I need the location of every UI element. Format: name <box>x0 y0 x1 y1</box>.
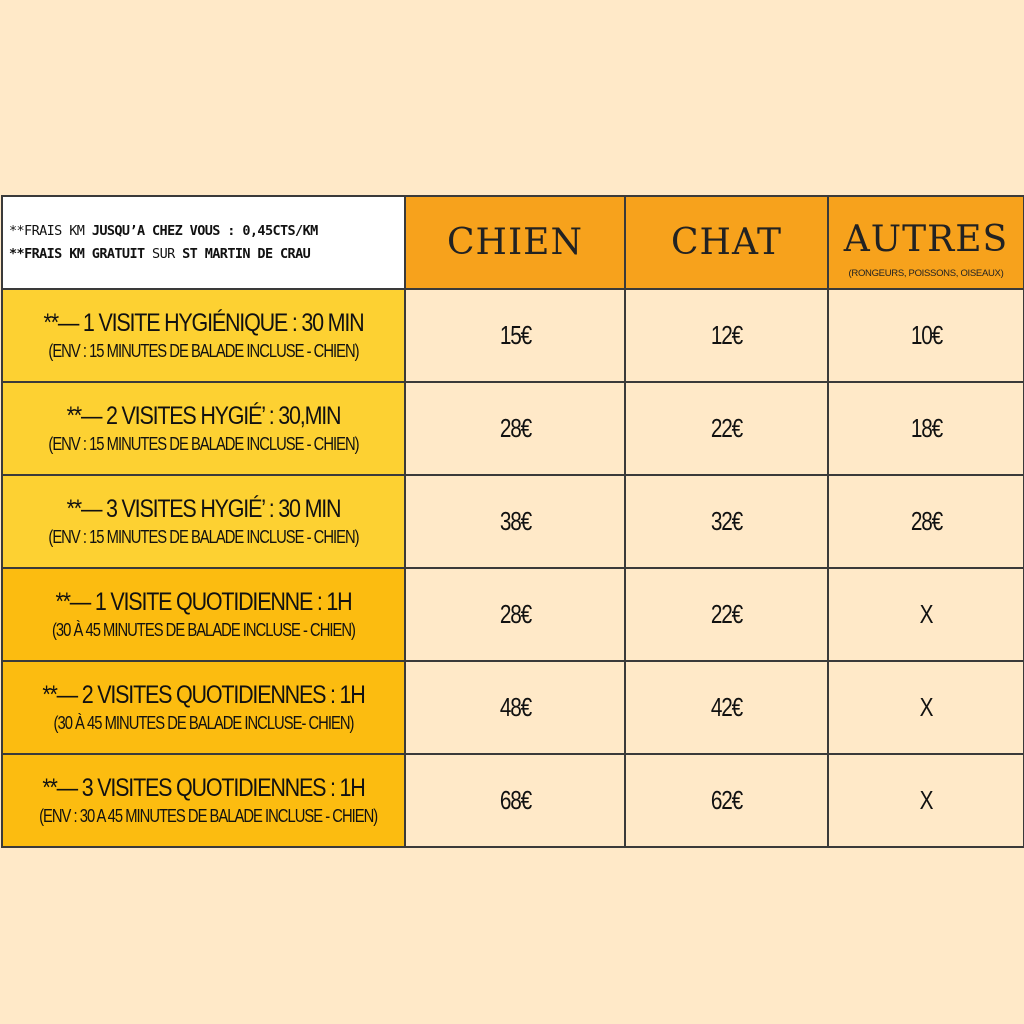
note-2-mid: SUR <box>144 245 183 262</box>
service-cell <box>2 568 405 661</box>
price-chat <box>625 661 828 754</box>
mileage-note-line-2 <box>9 243 404 266</box>
price-chien <box>405 289 625 382</box>
price-chien <box>405 475 625 568</box>
service-title: **— 2 VISITES HYGIÉ’ : 30,MIN <box>66 402 341 430</box>
header-autres-label: AUTRES <box>843 218 1009 260</box>
price-autres <box>828 568 1024 661</box>
price-value: 32€ <box>710 506 743 536</box>
price-value: 12€ <box>710 320 743 350</box>
note-2-prefix: ** <box>9 245 25 262</box>
price-autres <box>828 754 1024 847</box>
service-subtitle: (ENV : 15 MINUTES DE BALADE INCLUSE - CHIEN) <box>48 341 359 361</box>
price-autres <box>828 475 1024 568</box>
price-value: X <box>919 599 933 629</box>
price-autres <box>828 661 1024 754</box>
price-chien <box>405 382 625 475</box>
price-value: 22€ <box>710 413 743 443</box>
service-cell <box>2 661 405 754</box>
table-row <box>2 382 1024 475</box>
price-value: 62€ <box>710 785 743 815</box>
price-chien <box>405 661 625 754</box>
price-value: 28€ <box>499 413 531 443</box>
price-chien <box>405 568 625 661</box>
price-autres <box>828 289 1024 382</box>
service-subtitle: (ENV : 30 A 45 MINUTES DE BALADE INCLUSE - CHIEN) <box>39 806 378 826</box>
service-cell <box>2 382 405 475</box>
table-row <box>2 568 1024 661</box>
price-chat <box>625 568 828 661</box>
price-value: X <box>919 692 933 722</box>
price-chat <box>625 289 828 382</box>
table-row <box>2 754 1024 847</box>
price-value: 48€ <box>499 692 531 722</box>
header-chien <box>405 196 625 289</box>
price-value: 22€ <box>710 599 743 629</box>
service-title: **— 3 VISITES QUOTIDIENNES : 1H <box>42 774 365 802</box>
price-table <box>1 195 1024 848</box>
price-chat <box>625 754 828 847</box>
service-title: **— 3 VISITES HYGIÉ’ : 30 MIN <box>66 495 341 523</box>
price-chat <box>625 382 828 475</box>
header-chat-label: CHAT <box>671 222 782 263</box>
price-value: 15€ <box>499 320 531 350</box>
table-row <box>2 661 1024 754</box>
service-cell <box>2 289 405 382</box>
mileage-note-line-1 <box>9 220 404 243</box>
table-row <box>2 475 1024 568</box>
service-subtitle: (30 À 45 MINUTES DE BALADE INCLUSE- CHIEN) <box>53 713 354 733</box>
service-subtitle: (30 À 45 MINUTES DE BALADE INCLUSE - CHIEN) <box>51 620 355 640</box>
service-subtitle: (ENV : 15 MINUTES DE BALADE INCLUSE - CHIEN) <box>48 527 359 547</box>
price-value: 42€ <box>710 692 743 722</box>
header-row <box>2 196 1024 289</box>
price-value: 10€ <box>910 320 942 350</box>
price-autres <box>828 382 1024 475</box>
price-chat <box>625 475 828 568</box>
mileage-notes <box>2 196 405 289</box>
header-autres-sub: (RONGEURS, POISSONS, OISEAUX) <box>848 267 1004 279</box>
service-title: **— 1 VISITE QUOTIDIENNE : 1H <box>55 588 352 616</box>
price-value: 68€ <box>499 785 531 815</box>
note-2-bold: FRAIS KM GRATUIT <box>24 245 145 262</box>
price-value: X <box>919 785 933 815</box>
price-value: 38€ <box>499 506 531 536</box>
service-title: **— 1 VISITE HYGIÉNIQUE : 30 MIN <box>43 309 364 337</box>
price-value: 28€ <box>910 506 942 536</box>
price-chien <box>405 754 625 847</box>
note-1-bold: JUSQU’A CHEZ VOUS : 0,45CTS/KM <box>91 222 318 239</box>
table-row <box>2 289 1024 382</box>
service-cell <box>2 754 405 847</box>
header-autres <box>828 196 1024 289</box>
price-value: 28€ <box>499 599 531 629</box>
header-chien-label: CHIEN <box>447 222 583 263</box>
service-subtitle: (ENV : 15 MINUTES DE BALADE INCLUSE - CHIEN) <box>48 434 359 454</box>
note-1-prefix: **FRAIS KM <box>9 222 92 239</box>
service-title: **— 2 VISITES QUOTIDIENNES : 1H <box>42 681 365 709</box>
header-chat <box>625 196 828 289</box>
price-value: 18€ <box>910 413 942 443</box>
note-2-bold-2: ST MARTIN DE CRAU <box>182 245 311 262</box>
service-cell <box>2 475 405 568</box>
